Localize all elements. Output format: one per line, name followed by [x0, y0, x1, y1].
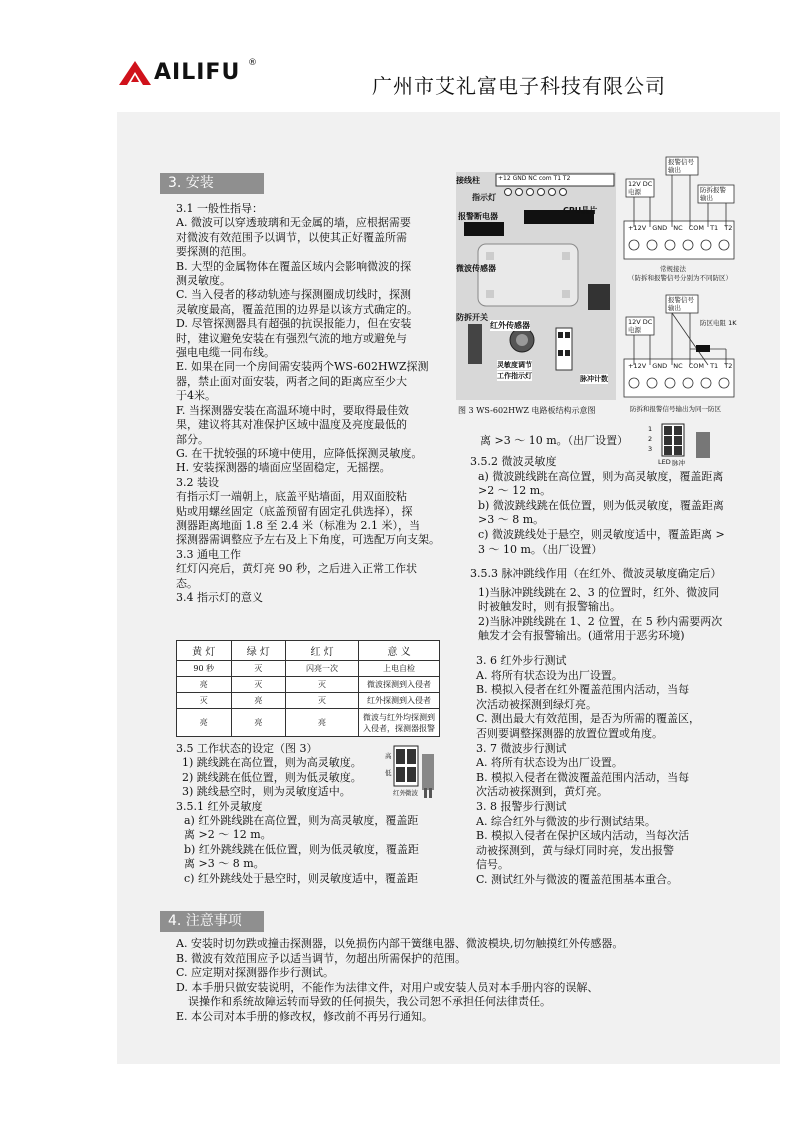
indicator-table — [176, 640, 440, 737]
text-line: 2) 跳线跳在低位置，则为低灵敏度。 — [182, 770, 362, 784]
resistor-label: 防区电阻 1K — [700, 319, 737, 327]
table-header: 红 灯 — [286, 641, 359, 661]
s38-lines — [476, 815, 700, 888]
text-line: 果，建议将其对准保护区域中温度及亮度最低的 — [176, 418, 407, 432]
jumper-ir-label: 红外 — [393, 789, 406, 797]
text-line: 要探测的范围。 — [176, 245, 253, 259]
text-line: 对微波有效范围予以调节，以使其正好覆盖所需 — [176, 230, 407, 244]
text-line: 时被触发时，则有报警输出。 — [478, 600, 621, 614]
table-header: 意 义 — [359, 641, 440, 661]
pin-label: GND — [652, 224, 668, 232]
alarm-out-label: 报警信号 输出 — [668, 158, 694, 174]
text-line: 触发才会有报警输出。(通常用于恶劣环境) — [478, 629, 685, 643]
table-cell: 90 秒 — [177, 661, 232, 677]
text-line: b) 微波跳线跳在低位置，则为低灵敏度，覆盖距离 — [478, 498, 724, 512]
text-line: 动被探测到，黄与绿灯同时亮，发出报警 — [476, 843, 674, 857]
text-line: >2 ～ 12 m。 — [478, 484, 552, 498]
text-line: 有指示灯一端朝上，底盖平贴墙面，用双面胶粘 — [176, 490, 407, 504]
pins-bottom — [628, 362, 732, 370]
text-line: D. 本手册只做安装说明，不能作为法律文件，对用户或安装人员对本手册内容的误解、 — [176, 980, 599, 994]
pin-label: COM — [688, 362, 704, 370]
company-name: 广州市艾礼富电子科技有限公司 — [372, 74, 666, 98]
pin-label: NC — [673, 362, 683, 370]
table-row — [177, 693, 440, 709]
text-line: 部分。 — [176, 432, 209, 446]
table-cell: 灭 — [231, 661, 286, 677]
section-3-title: 3. 安装 — [160, 173, 264, 194]
table-cell: 红外探测到入侵者 — [359, 693, 440, 709]
text-line: 3) 跳线悬空时，则为灵敏度适中。 — [182, 785, 351, 799]
text-line: A. 将所有状态设为出厂设置。 — [476, 668, 623, 682]
normal-wiring-label: 常规接法 — [660, 265, 686, 273]
pin-label: NC — [673, 224, 683, 232]
alarm-relay-label: 报警断电器 — [458, 212, 498, 221]
text-line: C. 应定期对探测器作步行测试。 — [176, 966, 335, 980]
table-header: 绿 灯 — [231, 641, 286, 661]
table-cell: 微波与红外均探测到入侵者，探测器报警 — [359, 709, 440, 737]
text-line: 测灵敏度。 — [176, 274, 231, 288]
jumper-low-label: 低 — [385, 769, 392, 777]
s352 — [470, 455, 725, 557]
table-cell: 灭 — [231, 677, 286, 693]
text-line: A. 综合红外与微波的步行测试结果。 — [476, 814, 656, 828]
alarm-out-label-2: 报警信号 输出 — [668, 296, 694, 312]
text-line: 次活动被探测到绿灯亮。 — [476, 697, 597, 711]
text-line: 2)当脉冲跳线跳在 1、2 位置，在 5 秒内需要两次 — [478, 614, 723, 628]
text-line: C. 当入侵者的移动轨迹与探测圈成切线时，探测 — [176, 288, 412, 302]
text-line: 探测器需调整应予左右及上下角度，可选配万向支架。 — [176, 533, 440, 547]
registered-mark: ® — [248, 58, 257, 68]
table-cell: 亮 — [286, 709, 359, 737]
section-4-title: 4. 注意事项 — [160, 911, 264, 932]
s33-lines — [176, 562, 436, 591]
pin-label: T2 — [724, 362, 733, 370]
text-line: 信号。 — [476, 858, 509, 872]
section-3-1 — [176, 202, 440, 605]
text-line: 1) 跳线跳在高位置，则为高灵敏度。 — [182, 756, 362, 770]
table-header-row — [177, 641, 440, 661]
text-line: 红灯闪亮后，黄灯亮 90 秒，之后进入正常工作状 — [176, 562, 417, 576]
table-cell: 微波探测到入侵者 — [359, 677, 440, 693]
pulse-pulse-label: 脉冲 — [672, 459, 685, 467]
s31-lines — [176, 216, 436, 475]
table-cell: 亮 — [177, 677, 232, 693]
s352-title: 3.5.2 微波灵敏度 — [470, 455, 557, 468]
pin-label: GND — [652, 362, 668, 370]
s352-lines — [470, 470, 725, 558]
s353 — [470, 567, 722, 644]
s34-title: 3.4 指示灯的意义 — [176, 590, 263, 604]
text-line: 于4米。 — [176, 389, 216, 403]
pulse-count-label: 脉冲计数 — [580, 375, 608, 383]
logo-icon — [118, 60, 152, 86]
logo-text: AILIFU — [154, 60, 241, 85]
cpu-label: CPU晶片 — [563, 206, 598, 215]
text-line: 误操作和系统故障运转而导致的任何损失，我公司恕不承担任何法律责任。 — [188, 995, 551, 1009]
table-row — [177, 709, 440, 737]
s31-title: 3.1 一般性指导： — [176, 202, 263, 215]
pin-label: T1 — [710, 224, 719, 232]
table-cell: 灭 — [286, 677, 359, 693]
pulse-n1: 1 — [648, 425, 653, 433]
text-line: E. 如果在同一个房间需安装两个WS-602HWZ探测 — [176, 360, 429, 374]
s36-lines — [476, 669, 700, 742]
tamper-out-label: 防拆报警 输出 — [700, 186, 726, 202]
text-line: 器，禁止面对面安装，两者之间的距离应至少大 — [176, 374, 407, 388]
text-line: A. 安装时切勿跌或撞击探测器，以免损伤内部干簧继电器、微波模块,切勿触摸红外传感器。 — [176, 937, 624, 950]
pin-label: T2 — [724, 224, 733, 232]
table-cell: 闪亮一次 — [286, 661, 359, 677]
ir-c-continuation: 离 >3 ～ 10 m。（出厂设置） — [480, 434, 629, 447]
text-line: F. 当探测器安装在高温环境中时，要取得最佳效 — [176, 403, 409, 417]
sensitivity-label: 灵敏度调节 — [497, 361, 532, 369]
text-line: 3 ～ 10 m。（出厂设置） — [478, 542, 603, 556]
text-line: H. 安装探测器的墙面应坚固稳定，无摇摆。 — [176, 461, 391, 475]
indicator-label: 指示灯 — [472, 193, 496, 202]
table-cell: 灭 — [177, 693, 232, 709]
s351-lines — [176, 814, 436, 886]
text-line: >3 ～ 8 m。 — [478, 513, 545, 527]
s351-title: 3.5.1 红外灵敏度 — [176, 799, 263, 813]
text-line: E. 本公司对本手册的修改权，修改前不再另行通知。 — [176, 1009, 434, 1023]
table-cell: 灭 — [286, 693, 359, 709]
pin-label: +12V — [628, 362, 647, 370]
table-cell: 亮 — [177, 709, 232, 737]
text-line: 测器距离地面 1.8 至 2.4 米（标准为 2.1 米），当 — [176, 518, 420, 532]
text-line: 1)当脉冲跳线跳在 2、3 的位置时，红外、微波同 — [478, 585, 720, 599]
text-line: 灵敏度最高，覆盖范围的边界是以该方式确定的。 — [176, 302, 418, 316]
text-line: B. 模拟入侵者在红外覆盖范围内活动，当每 — [476, 683, 690, 697]
table-row — [177, 661, 440, 677]
terminal-pins-label: +12 GND NC com T1 T2 — [498, 175, 571, 182]
table-row — [177, 677, 440, 693]
text-line: G. 在干扰较强的环境中使用，应降低探测灵敏度。 — [176, 446, 423, 460]
text-line: 离 >2 ～ 12 m。 — [184, 828, 272, 842]
terminal-label: 接线柱 — [456, 176, 480, 185]
jumper-high-label: 高 — [385, 752, 392, 760]
s36-title: 3. 6 红外步行测试 — [476, 654, 567, 667]
s353-lines — [470, 586, 722, 644]
s37-lines — [476, 756, 700, 800]
text-line: a) 红外跳线跳在高位置，则为高灵敏度，覆盖距 — [184, 814, 419, 828]
dc12-label-2: 12V DC 电源 — [628, 318, 653, 334]
table-cell: 亮 — [231, 693, 286, 709]
text-line: 否则要调整探测器的放置位置或角度。 — [476, 726, 663, 740]
text-line: D. 尽管探测器具有超强的抗误报能力，但在安装 — [176, 317, 412, 331]
pins-top — [628, 224, 732, 232]
pulse-n3: 3 — [648, 445, 653, 453]
text-line: B. 模拟入侵者在保护区域内活动，当每次活 — [476, 829, 690, 843]
text-line: a) 微波跳线跳在高位置，则为高灵敏度，覆盖距离 — [478, 469, 724, 483]
s36 — [476, 654, 700, 888]
text-line: C. 测试红外与微波的覆盖范围基本重合。 — [476, 872, 679, 886]
board-caption: 图 3 WS-602HWZ 电路板结构示意图 — [458, 406, 596, 415]
s35-title: 3.5 工作状态的设定（图 3） — [176, 742, 318, 755]
text-line: b) 红外跳线跳在低位置，则为低灵敏度，覆盖距 — [184, 842, 419, 856]
text-line: 态。 — [176, 576, 198, 590]
s32-title: 3.2 装设 — [176, 475, 219, 489]
s353-title: 3.5.3 脉冲跳线作用（在红外、微波灵敏度确定后） — [470, 567, 722, 580]
normal-wiring-note: （防拆和报警信号分别为不同防区） — [628, 274, 732, 282]
text-line: 离 >3 ～ 8 m。 — [184, 857, 265, 871]
jumper-mw-label: 微波 — [405, 789, 418, 797]
tamper-label: 防拆开关 — [456, 313, 488, 322]
pin-label: T1 — [710, 362, 719, 370]
same-zone-label: 防拆和报警信号输出为同一防区 — [630, 405, 721, 413]
table-cell: 上电自检 — [359, 661, 440, 677]
text-line: 时，建议避免安装在有强烈气流的地方或避免与 — [176, 331, 407, 345]
section-4-notes — [176, 937, 623, 1025]
text-line: 次活动被探测到，黄灯亮。 — [476, 785, 608, 799]
text-line: c) 红外跳线处于悬空时，则灵敏度适中，覆盖距 — [184, 871, 418, 885]
s38-title: 3. 8 报警步行测试 — [476, 799, 567, 813]
s37-title: 3. 7 微波步行测试 — [476, 741, 567, 755]
work-led-label: 工作指示灯 — [497, 372, 532, 380]
text-line: A. 微波可以穿透玻璃和无金属的墙，应根据需要 — [176, 216, 411, 230]
text-line: 强电电缆一同布线。 — [176, 346, 275, 360]
text-line: c) 微波跳线处于悬空，则灵敏度适中，覆盖距离 > — [478, 527, 725, 541]
text-line: B. 微波有效范围应予以适当调节，勿超出所需保护的范围。 — [176, 951, 467, 965]
s33-title: 3.3 通电工作 — [176, 547, 241, 561]
table-cell: 亮 — [231, 709, 286, 737]
pin-label: +12V — [628, 224, 647, 232]
s32-lines — [176, 490, 440, 548]
table-header: 黄 灯 — [177, 641, 232, 661]
dc12-label: 12V DC 电源 — [628, 180, 653, 196]
pir-label: 红外传感器 — [490, 321, 530, 330]
pulse-led-label: LED — [658, 458, 671, 466]
microwave-label: 微波传感器 — [456, 264, 496, 273]
text-line: C. 测出最大有效范围，是否为所需的覆盖区， — [476, 712, 701, 726]
text-line: B. 模拟入侵者在微波覆盖范围内活动，当每 — [476, 770, 690, 784]
text-line: 贴或用螺丝固定（底盖预留有固定孔供选择），探 — [176, 504, 413, 518]
text-line: B. 大型的金属物体在覆盖区域内会影响微波的探 — [176, 259, 412, 273]
pulse-n2: 2 — [648, 435, 653, 443]
text-line: A. 将所有状态设为出厂设置。 — [476, 756, 623, 770]
pin-label: COM — [688, 224, 704, 232]
